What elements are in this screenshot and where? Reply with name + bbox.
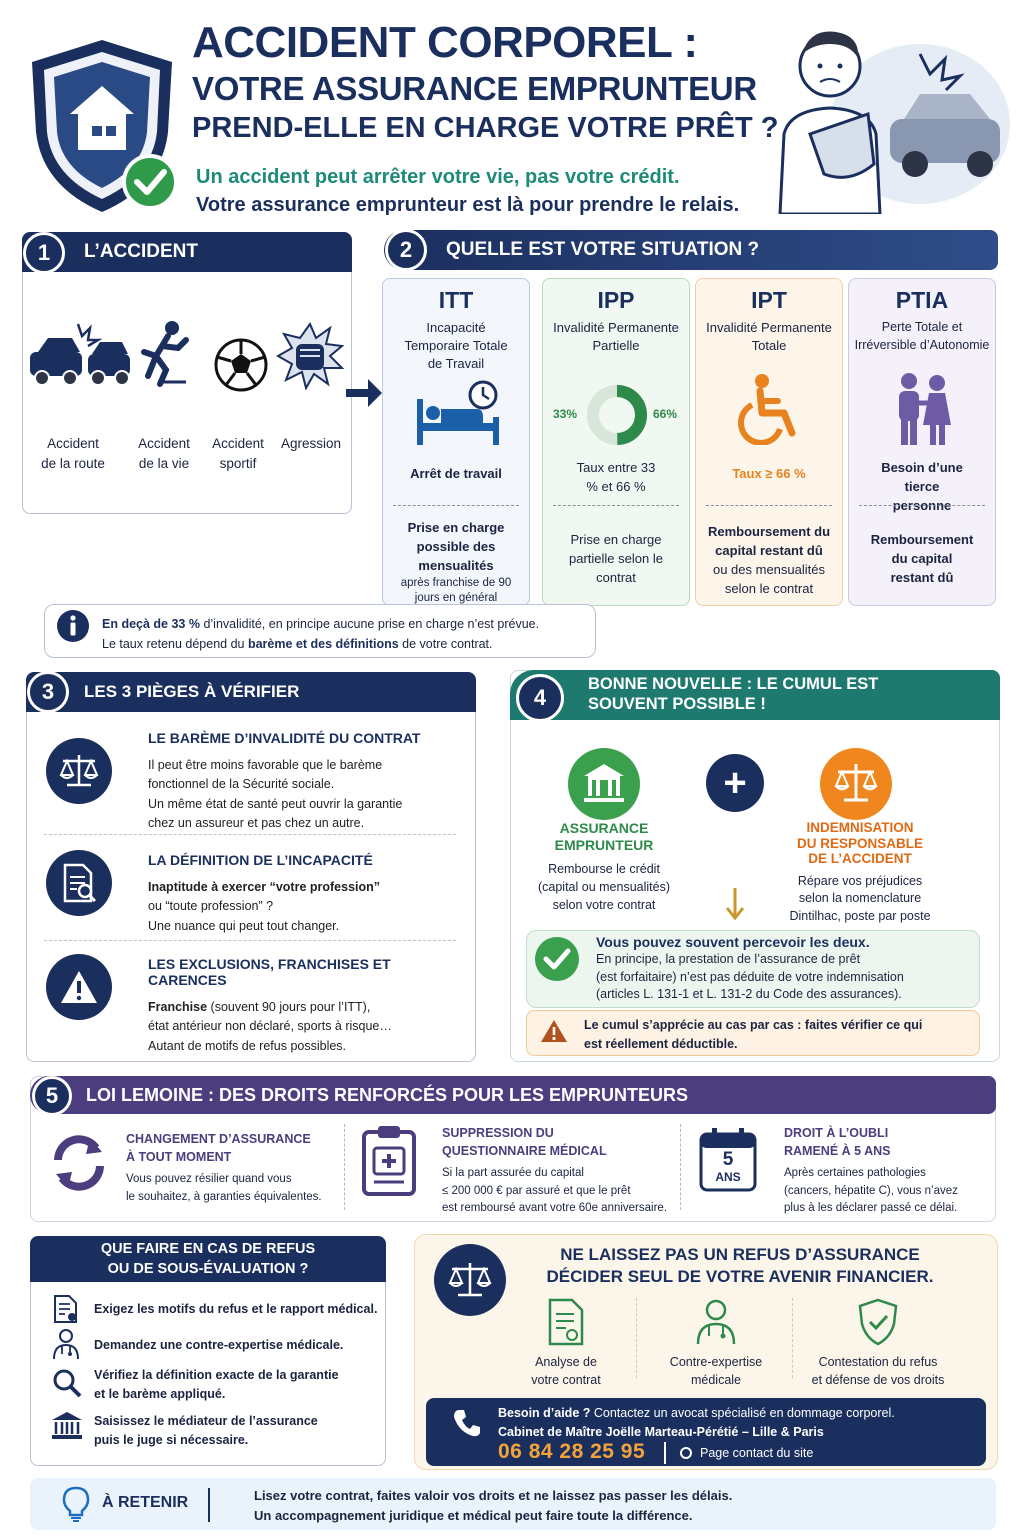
scales-justice-icon <box>46 738 112 804</box>
pct-low: 33% <box>553 407 578 421</box>
contract-analysis-icon <box>546 1298 586 1346</box>
injured-man-car-illustration <box>770 14 1010 214</box>
right-benefit: INDEMNISATION DU RESPONSABLE DE L’ACCIDENT Répare vos préjudices selon la nomenclature Dintilhac, poste par poste <box>789 820 931 923</box>
scales-orange-icon <box>818 746 894 822</box>
card-bottom: Remboursement du capital restant dû <box>870 532 974 585</box>
doctor-icon <box>52 1328 80 1360</box>
document-signature-icon <box>52 1294 80 1324</box>
page-title <box>192 20 812 143</box>
situation-card-ptia <box>848 278 996 606</box>
accident-type-aggression: Agression <box>280 436 342 451</box>
card-mid: Taux ≥ 66 % <box>732 466 806 481</box>
trap-3: LES EXCLUSIONS, FRANCHISES ET CARENCES Franchise (souvent 90 jours pour l’ITT), état antérieur non déclaré, sports à risque… Autant de motifs de refus possibles. <box>148 956 392 1053</box>
accident-type-sport: Accident sportif <box>212 436 264 472</box>
section1-title: L’ACCIDENT <box>84 241 198 262</box>
card-bottom: Prise en charge possible des mensualités après franchise de 90 jours en général <box>400 520 512 605</box>
lightbulb-icon <box>62 1486 90 1522</box>
soccer-ball-icon <box>214 338 268 392</box>
calendar-number: 5 <box>722 1149 734 1170</box>
arrow-down-icon <box>724 886 746 922</box>
cta-scales-icon <box>434 1244 506 1316</box>
shield-logo-icon <box>22 36 182 216</box>
clipboard-medical-icon <box>360 1124 418 1196</box>
warning-triangle-icon <box>46 954 112 1020</box>
section1-number: 1 <box>23 232 65 274</box>
pct-high: 66% <box>653 407 678 421</box>
card-name: Incapacité Temporaire Totale de Travail <box>404 320 508 372</box>
card-code: ITT <box>438 287 474 313</box>
lemoine-right-to-forget: DROIT À L’OUBLI RAMENÉ À 5 ANS Après certaines pathologies (cancers, hépatite C), vous n’avez plus à les déclarer passé ce délai. <box>784 1126 958 1214</box>
card-code: IPP <box>597 287 635 313</box>
trap-2: LA DÉFINITION DE L’INCAPACITÉ Inaptitude à exercer “votre profession” ou “toute profession” ? Une nuance qui peut tout changer. <box>148 852 381 933</box>
cumulation-text: Vous pouvez souvent percevoir les deux. En principe, la prestation de l’assurance de prêt (est forfaitaire) n’est pas déduite de votre indemnisation (articles L. 131-1 et L. 131-2 du Code des assurances). <box>596 934 904 1001</box>
section4-number: 4 <box>516 674 564 722</box>
refusal-item-1: Exigez les motifs du refus et le rapport médical. <box>94 1302 378 1316</box>
card-name: Invalidité Permanente Totale <box>706 320 832 354</box>
section4-title-line2: SOUVENT POSSIBLE ! <box>588 695 766 713</box>
section1-header <box>22 232 352 272</box>
section2-header <box>384 230 998 270</box>
section4-header <box>510 670 1000 720</box>
card-bottom: Remboursement du capital restant dû ou des mensualités selon le contrat <box>707 524 831 596</box>
section2-title: QUELLE EST VOTRE SITUATION ? <box>446 239 760 260</box>
cta-service-2: Contre-expertise médicale <box>669 1355 763 1387</box>
accident-type-road: Accident de la route <box>41 436 105 472</box>
falling-person-icon <box>138 318 194 392</box>
situation-card-ipp <box>542 278 690 606</box>
refresh-cycle-icon <box>46 1130 112 1196</box>
card-mid: Arrêt de travail <box>410 466 502 481</box>
card-mid: Besoin d’une tierce personne <box>881 460 963 513</box>
arrow-right-icon <box>344 376 384 410</box>
donut-gauge <box>585 383 649 447</box>
title-line1: ACCIDENT CORPOREL : <box>192 18 698 67</box>
section2-number: 2 <box>385 229 427 271</box>
car-crash-icon <box>28 320 132 392</box>
trap-1: LE BARÈME D’INVALIDITÉ DU CONTRAT Il peut être moins favorable que le barème fonctionnel de la Sécurité sociale. Un même état de santé peut ouvrir la garantie chez un assureur et pas chez un autre. <box>148 730 421 831</box>
section5-title: LOI LEMOINE : DES DROITS RENFORCÉS POUR LES EMPRUNTEURS <box>86 1084 689 1105</box>
card-name: Invalidité Permanente Partielle <box>553 320 679 354</box>
bed-clock-icon <box>413 379 503 445</box>
section3-title: LES 3 PIÈGES À VÉRIFIER <box>84 682 300 701</box>
cumulation-warning-text: Le cumul s’apprécie au cas par cas : faites vérifier ce qui est réellement déductible. <box>584 1018 923 1051</box>
info-text: En deçà de 33 % d’invalidité, en principe aucune prise en charge n’est prévue. Le taux retenu dépend du barème et des définitions de votre contrat. <box>102 617 540 651</box>
card-mid: Taux entre 33 % et 66 % <box>576 460 656 494</box>
title-line2: VOTRE ASSURANCE EMPRUNTEUR <box>192 70 757 108</box>
fist-aggression-icon <box>276 322 344 390</box>
calendar-icon <box>698 1126 758 1192</box>
info-icon <box>56 609 90 643</box>
cursor-icon <box>680 1447 692 1459</box>
section5-header <box>30 1076 996 1114</box>
refusal-header: QUE FAIRE EN CAS DE REFUS OU DE SOUS-ÉVALUATION ? <box>30 1236 386 1282</box>
shield-check-icon <box>856 1298 900 1346</box>
accident-type-life: Accident de la vie <box>138 436 190 472</box>
footer-text: Lisez votre contrat, faites valoir vos droits et ne laissez pas passer les délais. Un accompagnement juridique et médical peut faire toute la différence. <box>254 1488 733 1524</box>
checkmark-circle-icon <box>534 936 580 982</box>
situation-card-itt <box>382 278 530 606</box>
footer-label: À RETENIR <box>102 1494 189 1511</box>
calendar-word: ANS <box>715 1170 741 1184</box>
lemoine-change-insurance: CHANGEMENT D’ASSURANCE À TOUT MOMENT Vous pouvez résilier quand vous le souhaitez, à garanties équivalentes. <box>126 1132 322 1203</box>
refusal-item-2: Demandez une contre-expertise médicale. <box>94 1338 344 1352</box>
wheelchair-icon <box>738 373 804 445</box>
doctor-expert-icon <box>694 1298 738 1346</box>
lemoine-medical-questionnaire: SUPPRESSION DU QUESTIONNAIRE MÉDICAL Si la part assurée du capital ≤ 200 000 € par assuré et que le prêt est remboursé avant votre 60e anniversaire. <box>442 1126 668 1214</box>
subtitle-1: Un accident peut arrêter votre vie, pas votre crédit. <box>196 166 680 188</box>
document-search-icon <box>46 850 112 916</box>
subtitle-2: Votre assurance emprunteur est là pour prendre le relais. <box>196 194 740 216</box>
section4-title-line1: BONNE NOUVELLE : LE CUMUL EST <box>588 675 879 694</box>
section5-number: 5 <box>32 1076 72 1116</box>
magnifier-icon <box>52 1368 82 1398</box>
situation-card-ipt <box>695 278 843 606</box>
contact-page-link[interactable]: Page contact du site <box>680 1446 813 1460</box>
courthouse-icon <box>50 1410 84 1440</box>
card-bottom: Prise en charge partielle selon le contrat <box>569 532 663 585</box>
caregiver-persons-icon <box>891 371 957 447</box>
cta-service-3: Contestation du refus et défense de vos droits <box>811 1355 945 1387</box>
card-name: Perte Totale et Irréversible d’Autonomie <box>854 320 990 352</box>
refusal-item-4: Saisissez le médiateur de l’assurance puis le juge si nécessaire. <box>94 1414 318 1448</box>
plus-icon: + <box>706 754 764 812</box>
card-code: IPT <box>751 287 787 313</box>
phone-number[interactable]: 06 84 28 25 95 <box>498 1440 646 1463</box>
bank-building-icon <box>566 746 642 822</box>
cta-title: NE LAISSEZ PAS UN REFUS D’ASSURANCE DÉCIDER SEUL DE VOTRE AVENIR FINANCIER. <box>546 1245 934 1287</box>
title-line3: PREND-ELLE EN CHARGE VOTRE PRÊT ? <box>192 111 779 144</box>
cta-service-1: Analyse de votre contrat <box>531 1355 601 1387</box>
card-code: PTIA <box>895 287 949 313</box>
warning-small-icon <box>540 1018 568 1044</box>
section3-number: 3 <box>27 671 69 713</box>
contact-help: Besoin d’aide ? Contactez un avocat spécialisé en dommage corporel. Cabinet de Maître Joëlle Marteau-Pérétié – Lille & Paris <box>498 1406 895 1439</box>
phone-icon <box>452 1408 482 1438</box>
left-benefit: ASSURANCE EMPRUNTEUR Rembourse le crédit (capital ou mensualités) selon votre contrat <box>537 820 670 912</box>
section3-header <box>26 672 476 712</box>
refusal-item-3: Vérifiez la définition exacte de la garantie et le barème appliqué. <box>94 1368 339 1402</box>
